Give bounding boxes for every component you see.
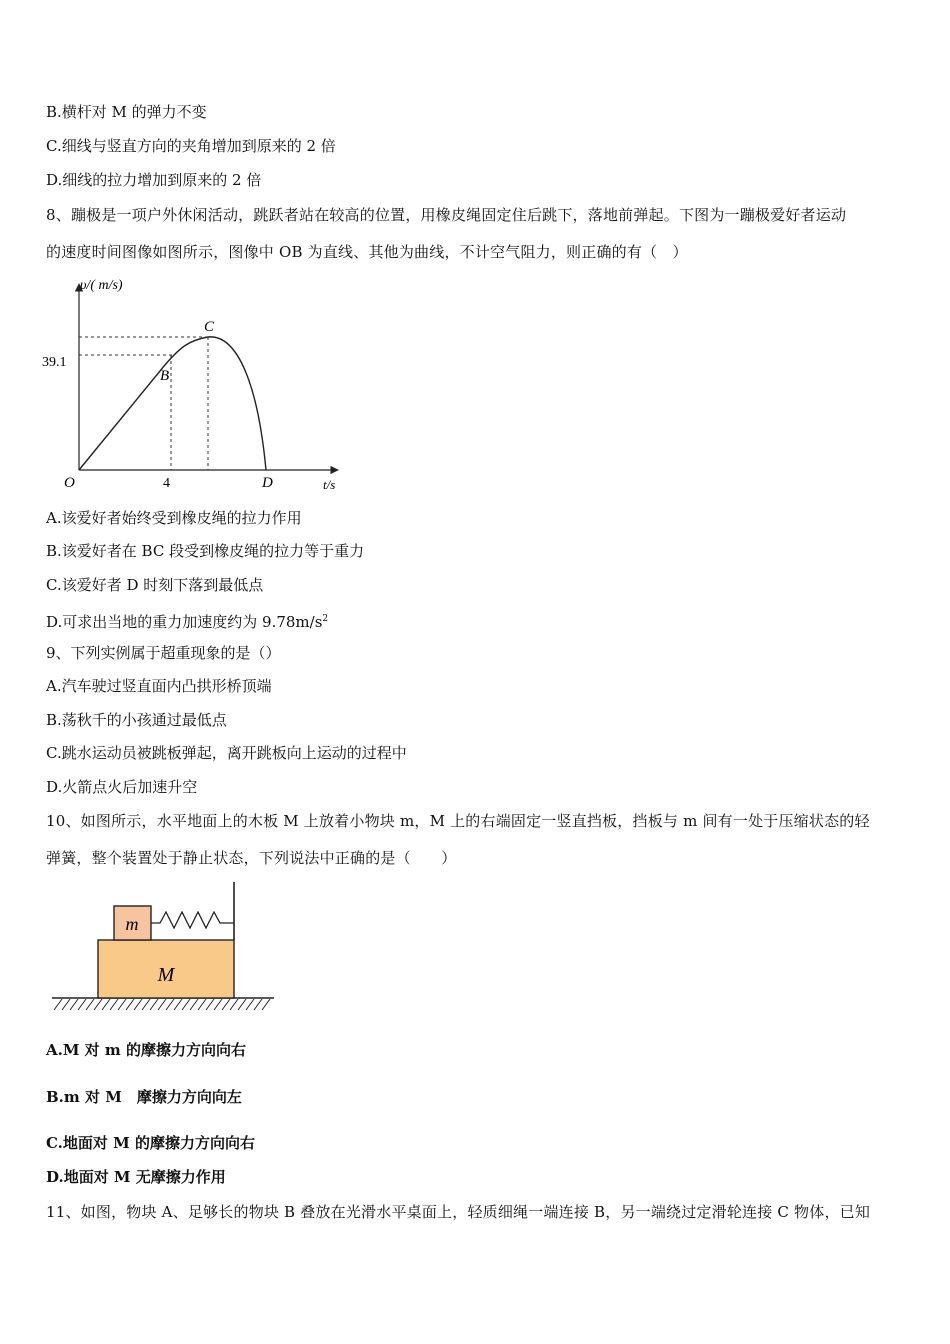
q7-option-d: D.细线的拉力增加到原来的 2 倍 bbox=[46, 171, 262, 189]
compressed-spring bbox=[151, 912, 234, 928]
q10-option-a: A.M 对 m 的摩擦力方向向右 bbox=[46, 1041, 247, 1059]
q8-option-b: B.该爱好者在 BC 段受到橡皮绳的拉力等于重力 bbox=[46, 542, 365, 560]
q8-option-a: A.该爱好者始终受到橡皮绳的拉力作用 bbox=[46, 509, 302, 527]
point-d-label: D bbox=[262, 475, 273, 491]
q8-option-d-superscript: 2 bbox=[322, 614, 329, 624]
velocity-curve bbox=[79, 337, 266, 470]
q7-option-c: C.细线与竖直方向的夹角增加到原来的 2 倍 bbox=[46, 137, 336, 155]
q10-stem-line1: 10、如图所示，水平地面上的木板 M 上放着小物块 m，M 上的右端固定一竖直挡板，挡板与 m 间有一处于压缩状态的轻 bbox=[46, 812, 870, 830]
q7-option-b: B.横杆对 M 的弹力不变 bbox=[46, 103, 207, 121]
large-block-label: M bbox=[157, 964, 175, 986]
q9-stem: 9、下列实例属于超重现象的是（） bbox=[46, 644, 281, 662]
q8-stem-line2: 的速度时间图像如图所示，图像中 OB 为直线、其他为曲线，不计空气阻力，则正确的有（ ） bbox=[46, 243, 688, 261]
q8-option-c: C.该爱好者 D 时刻下落到最低点 bbox=[46, 576, 264, 594]
y-tick-label: 39.1 bbox=[42, 355, 67, 370]
q8-velocity-time-graph bbox=[40, 276, 350, 496]
q9-option-a: A.汽车驶过竖直面内凸拱形桥顶端 bbox=[46, 677, 272, 695]
q10-stem-line2: 弹簧，整个装置处于静止状态，下列说法中正确的是（ ） bbox=[46, 849, 457, 867]
point-o-label: O bbox=[64, 475, 75, 491]
x-tick-label: 4 bbox=[163, 476, 170, 491]
q9-option-c: C.跳水运动员被跳板弹起，离开跳板向上运动的过程中 bbox=[46, 744, 407, 762]
y-axis-label: υ/( m/s) bbox=[80, 278, 123, 293]
q10-option-c: C.地面对 M 的摩擦力方向向右 bbox=[46, 1134, 255, 1152]
q9-option-d: D.火箭点火后加速升空 bbox=[46, 778, 198, 796]
x-axis-label: t/s bbox=[323, 477, 336, 492]
q8-option-d bbox=[46, 609, 328, 632]
point-b-label: B bbox=[160, 368, 170, 384]
small-block-label: m bbox=[125, 914, 139, 934]
q10-option-b: B.m 对 M 摩擦力方向向左 bbox=[46, 1088, 242, 1106]
q9-option-b: B.荡秋千的小孩通过最低点 bbox=[46, 711, 227, 729]
q8-option-d-text: D.可求出当地的重力加速度约为 9.78m/s bbox=[46, 613, 323, 631]
q10-option-d: D.地面对 M 无摩擦力作用 bbox=[46, 1168, 226, 1186]
ground-hatching bbox=[54, 999, 270, 1010]
q11-stem-line1: 11、如图，物块 A、足够长的物块 B 叠放在光滑水平桌面上，轻质细绳一端连接 B，另一端绕过定滑轮连接 C 物体，已知 bbox=[46, 1203, 871, 1221]
point-c-label: C bbox=[204, 319, 215, 335]
q8-stem-line1: 8、蹦极是一项户外休闲活动，跳跃者站在较高的位置，用橡皮绳固定住后跳下，落地前弹起。下图为一蹦极爱好者运动 bbox=[46, 206, 847, 224]
q10-block-spring-figure bbox=[48, 878, 278, 1013]
